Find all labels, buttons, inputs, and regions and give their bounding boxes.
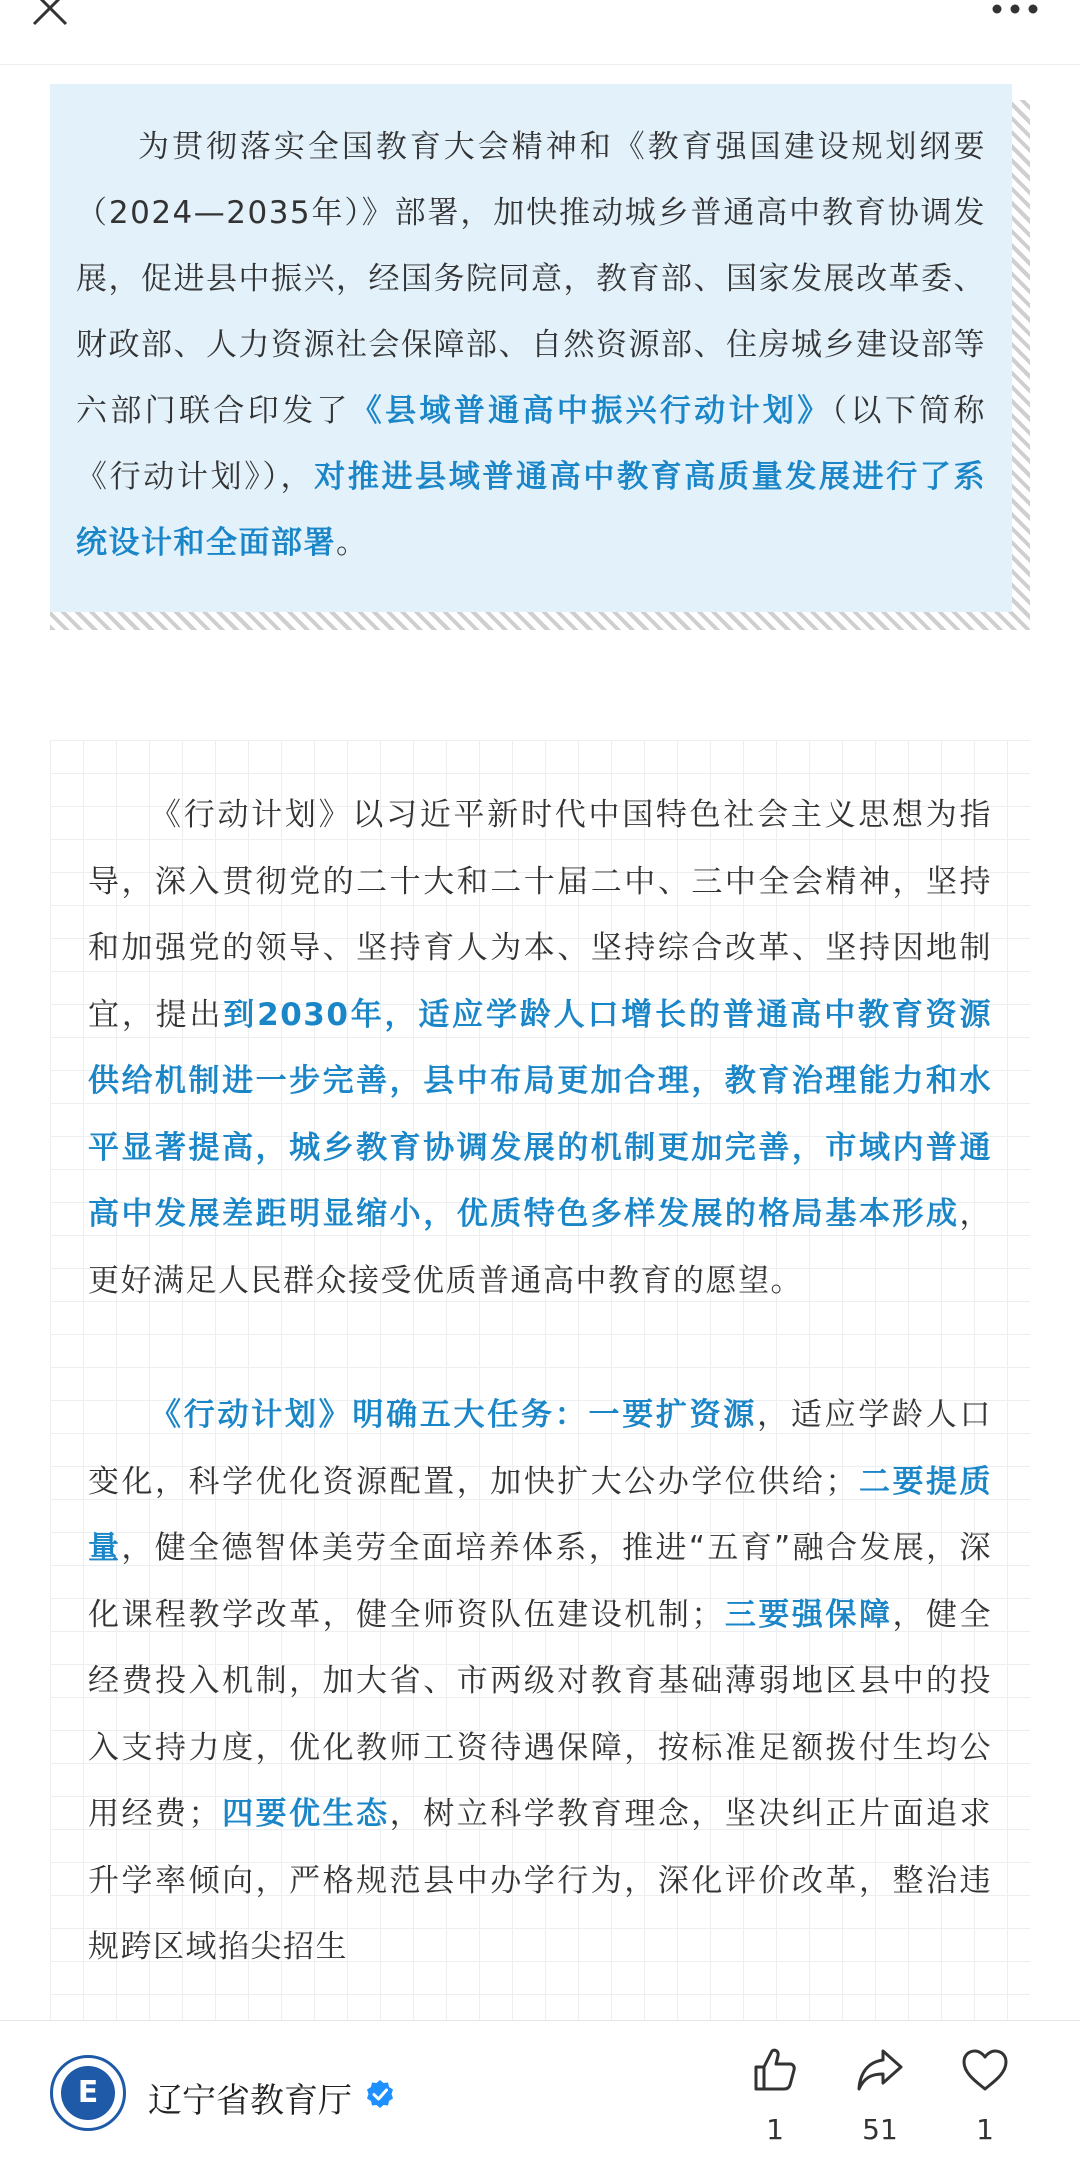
close-icon[interactable]	[28, 0, 72, 30]
task-highlight-3: 三要强保障	[723, 1596, 893, 1633]
intro-paragraph	[76, 114, 986, 576]
share-button[interactable]	[840, 2043, 920, 2153]
account-name[interactable]: 辽宁省教育厅	[148, 2081, 352, 2121]
thumbs-up-icon	[748, 2043, 802, 2097]
top-bar	[0, 0, 1080, 65]
favorite-count: 1	[976, 2113, 994, 2146]
like-count: 1	[766, 2113, 784, 2146]
task-highlight-4: 四要优生态	[221, 1796, 390, 1832]
goals-paragraph	[88, 782, 992, 1314]
goals-text: 《行动计划》以习近平新时代中国特色社会主义思想为指导，深入贯彻党的二十大和二十届二中、三中全会精神，坚持和加强党的领导、坚持育人为本、坚持综合改革、坚持因地制宜，提出	[88, 797, 992, 1033]
avatar-letter: E	[77, 2075, 99, 2110]
share-icon	[853, 2043, 907, 2097]
tasks-paragraph	[88, 1382, 992, 1981]
task-text-4: ，树立科学教育理念，坚决纠正片面追求升学率倾向，严格规范县中办学行为，深化评价改革，整治违规跨区域掐尖招生	[88, 1796, 993, 1965]
intro-text-mid: （以下简称《行动计划》），	[76, 393, 987, 495]
intro-highlight-title: 《县域普通高中振兴行动计划》	[350, 393, 832, 429]
goals-text-end: ，更好满足人民群众接受优质普通高中教育的愿望。	[88, 1196, 992, 1299]
share-count: 51	[862, 2113, 898, 2146]
intro-box	[50, 84, 1012, 612]
paragraph-gap	[88, 1314, 992, 1382]
favorite-button[interactable]	[945, 2043, 1025, 2153]
goals-highlight: 到2030年，适应学龄人口增长的普通高中教育资源供给机制进一步完善，县中布局更加合理，教育治理能力和水平显著提高，城乡教育协调发展的机制更加完善，市域内普通高中发展差距明显缩小，优质特色多样发展的格局基本形成	[88, 996, 993, 1232]
avatar-emblem	[61, 2066, 115, 2120]
avatar[interactable]	[50, 2055, 126, 2131]
task-text-1: ，适应学龄人口变化，科学优化资源配置，加快扩大公办学位供给；	[88, 1397, 992, 1500]
like-button[interactable]	[735, 2043, 815, 2153]
verified-icon	[364, 2078, 396, 2110]
intro-text-end: 。	[336, 525, 369, 561]
more-icon[interactable]	[990, 2, 1040, 16]
task-text-3: ，健全经费投入机制，加大省、市两级对教育基础薄弱地区县中的投入支持力度，优化教师工资待遇保障，按标准足额拨付生均公用经费；	[88, 1596, 993, 1832]
task-highlight-2: 二要提质量	[88, 1463, 992, 1566]
intro-highlight-summary: 对推进县域普通高中教育高质量发展进行了系统设计和全面部署	[76, 459, 987, 561]
bottom-bar	[0, 2020, 1080, 2167]
heart-icon	[958, 2043, 1012, 2097]
task-text-2: ，健全德智体美劳全面培养体系，推进“五育”融合发展，深化课程教学改革，健全师资队伍建设机制；	[88, 1530, 992, 1633]
task-highlight-1: 《行动计划》明确五大任务：一要扩资源	[150, 1397, 758, 1433]
article-body-section	[50, 740, 1030, 2020]
intro-text: 为贯彻落实全国教育大会精神和《教育强国建设规划纲要（2024—2035年）》部署，加快推动城乡普通高中教育协调发展，促进县中振兴，经国务院同意，教育部、国家发展改革委、财政部、人力资源社会保障部、自然资源部、住房城乡建设部等六部门联合印发了	[76, 129, 986, 429]
